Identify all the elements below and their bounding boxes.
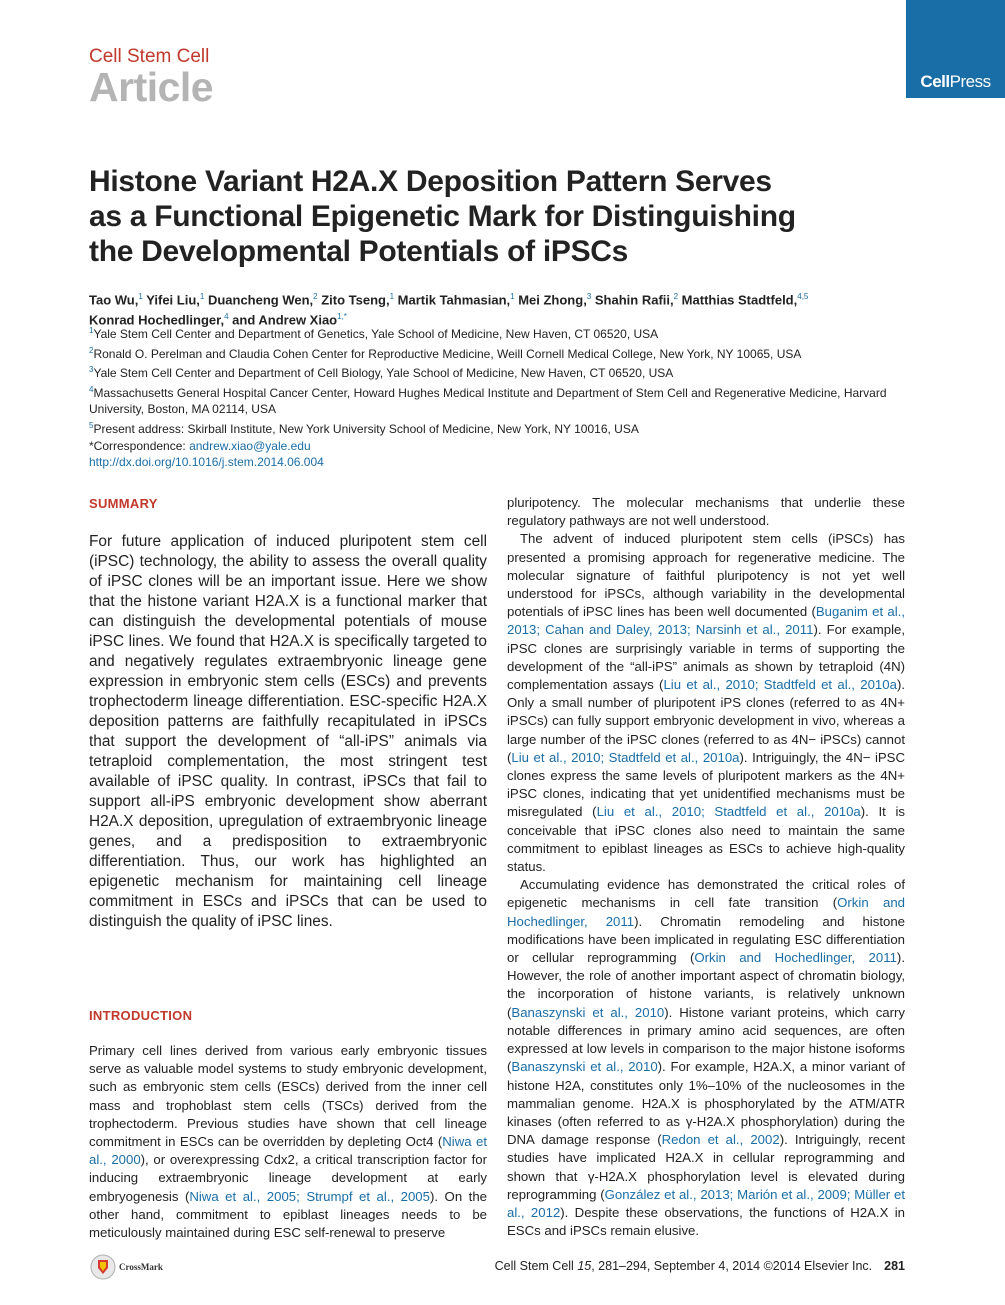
author-sup: 1 <box>199 292 205 301</box>
affiliation <box>89 323 909 343</box>
author-sup: 4,5 <box>797 292 809 301</box>
body-text: ). Despite these observations, the functions of H2A.X in ESCs and iPSCs remain elusive. <box>507 1204 905 1239</box>
author-sup: 1 <box>138 292 143 301</box>
citation-link[interactable]: Niwa et al., 2000 <box>89 1134 487 1168</box>
paragraph <box>89 1042 487 1242</box>
citation-link[interactable]: Liu et al., 2010; Stadtfeld et al., 2010a <box>663 677 897 693</box>
body-text: ). For example, iPSC clones are surprisingly variable in terms of supporting the development of the “all-iPS” animals as shown by tetraploid (4N) complementation assays ( <box>507 622 905 693</box>
affiliations <box>89 323 909 471</box>
crossmark-label: CrossMark <box>119 1262 163 1272</box>
affiliation <box>89 382 909 418</box>
affiliation-sup: 3 <box>89 365 94 375</box>
author: Martik Tahmasian, <box>394 292 511 308</box>
body-text: ), or overexpressing Cdx2, a critical transcription factor for inducing extraembryonic lineage development at early embryogenesis ( <box>89 1152 488 1204</box>
citation-link[interactable]: Orkin and Hochedlinger, 2011 <box>507 895 905 929</box>
author-sup: 1 <box>510 292 515 301</box>
paragraph: pluripotency. The molecular mechanisms that underlie these regulatory pathways are not well understood. <box>507 495 905 529</box>
right-column <box>507 494 905 1240</box>
introduction-text <box>89 1042 487 1242</box>
introduction-heading: INTRODUCTION <box>89 1008 193 1023</box>
affiliation-sup: 4 <box>89 384 94 394</box>
body-text: ). On the other hand, commitment to epiblast lineages needs to be meticulously maintained during ESC self-renewal to preserve <box>89 1188 488 1241</box>
author-sup: 2 <box>313 292 318 301</box>
title-line-3: the Developmental Potentials of iPSCs <box>89 235 629 268</box>
journal-name: Cell Stem Cell <box>89 46 210 67</box>
footer-citation: , 281–294, September 4, 2014 ©2014 Elsevier Inc. <box>591 1259 873 1273</box>
author: Mei Zhong, <box>514 292 587 308</box>
author: Konrad Hochedlinger, <box>89 312 225 328</box>
body-text: ). Only a small number of pluripotent iPS clones (referred to as 4N+ iPSCs) can fully support embryonic development in vivo, whereas a large number of the iPSC clones (referred to as 4N− iPSCs) cannot ( <box>507 677 905 765</box>
body-text: Accumulating evidence has demonstrated the critical roles of epigenetic mechanisms in cell fate transition ( <box>507 877 905 911</box>
affiliation-text: Massachusetts General Hospital Cancer Center, Howard Hughes Medical Institute and Department of Stem Cell and Regenerative Medicine, Harvard University, Boston, MA 02114, USA <box>89 385 887 417</box>
affiliation-sup: 1 <box>89 326 94 335</box>
affiliation-sup: 5 <box>89 420 94 430</box>
logo-rest: Press <box>949 72 991 91</box>
body-text: ). It is conceivable that iPSC clones also need to maintain the same commitment to epiblast lineages as ESCs to achieve high-quality status. <box>507 804 905 875</box>
citation-link[interactable]: Orkin and Hochedlinger, 2011 <box>694 950 897 966</box>
body-text: ). Intriguingly, the 4N− iPSC clones express the same levels of pluripotent markers as the 4N+ iPSC clones, indicating that yet unidentified mechanisms must be misregulated ( <box>507 749 905 820</box>
correspondence-email-link[interactable]: andrew.xiao@yale.edu <box>189 438 311 453</box>
citation-link[interactable]: Buganim et al., 2013; Cahan and Daley, 2013; Narsinh et al., 2011 <box>507 604 905 638</box>
publisher-logo-text <box>906 72 1005 92</box>
citation-link[interactable]: Liu et al., 2010; Stadtfeld et al., 2010a <box>511 749 740 765</box>
affiliation-text: Present address: Skirball Institute, New York University School of Medicine, New York, NY 10016, USA <box>93 421 639 436</box>
logo-bold: Cell <box>920 72 950 91</box>
body-text: ). Chromatin remodeling and histone modifications have been implicated in regulating ESC differentiation or cellular reprogramming ( <box>507 913 906 966</box>
citation-link[interactable]: Niwa et al., 2005; Strumpf et al., 2005 <box>189 1188 430 1204</box>
body-text: ). Intriguingly, recent studies have implicated H2A.X in cellular reprogramming and shown that γ-H2A.X phosphorylation level is elevated during reprogramming ( <box>507 1132 906 1202</box>
citation-link[interactable]: Banaszynski et al., 2010 <box>511 1004 665 1020</box>
paragraph <box>507 530 905 876</box>
article-title <box>89 164 889 269</box>
author: Zito Tseng, <box>317 292 390 308</box>
affiliation-text: Ronald O. Perelman and Claudia Cohen Center for Reproductive Medicine, Weill Cornell Medical College, New York, NY 10065, USA <box>93 346 802 361</box>
affiliation-sup: 2 <box>89 345 94 355</box>
title-line-1: Histone Variant H2A.X Deposition Pattern Serves <box>89 165 772 198</box>
author: and Andrew Xiao <box>228 312 338 328</box>
affiliation <box>89 418 909 438</box>
correspondence <box>89 438 909 455</box>
citation-link[interactable]: Redon et al., 2002 <box>661 1132 780 1148</box>
affiliation-text: Yale Stem Cell Center and Department of Cell Biology, Yale School of Medicine, New Haven, CT 06520, USA <box>93 366 674 381</box>
citation-link[interactable]: Banaszynski et al., 2010 <box>511 1059 658 1075</box>
correspondence-label: *Correspondence: <box>89 438 190 453</box>
footer-volume: 15 <box>577 1259 592 1273</box>
footer-journal: Cell Stem Cell <box>494 1259 578 1273</box>
author-sup: 3 <box>586 292 592 301</box>
title-line-2: as a Functional Epigenetic Mark for Distinguishing <box>89 200 796 233</box>
author-sup: 1,* <box>337 312 347 322</box>
affiliation <box>89 362 909 382</box>
author: Shahin Rafii, <box>591 292 674 308</box>
author: Duancheng Wen, <box>204 292 314 308</box>
summary-text: For future application of induced pluripotent stem cell (iPSC) technology, the ability to assess the overall quality of iPSC clones will be an important issue. Here we show that the histone variant H2A.X is a functional marker that can distinguish the developmental potentials of mouse iPSC lines. We found that H2A.X is specifically targeted to and negatively regulates extraembryonic lineage gene expression in embryonic stem cells (ESCs) and prevents trophectoderm lineage differentiation. ESC-specific H2A.X deposition patterns are faithfully recapitulated in iPSCs that support the development of “all-iPS” animals via tetraploid complementation, the most stringent test available of iPSC quality. In contrast, iPSCs that fail to support all-iPS embryonic development show aberrant H2A.X deposition, upregulation of extraembryonic lineage genes, and a predisposition to extraembryonic differentiation. Thus, our work has highlighted an epigenetic mechanism for maintaining cell lineage commitment in ESCs and iPSCs that can be used to distinguish the quality of iPSC lines. <box>89 533 487 930</box>
article-type: Article <box>89 64 214 110</box>
author-sup: 1 <box>389 292 395 301</box>
paragraph <box>507 876 905 1240</box>
body-text: ). For example, H2A.X, a minor variant of histone H2A, constitutes only 1%–10% of the nucleosomes in the mammalian genome. H2A.X is phosphorylated by the ATM/ATR kinases (often referred to as γ-H2A.X phosphorylation) during the DNA damage response ( <box>507 1059 905 1148</box>
author: Matthias Stadtfeld, <box>678 292 798 308</box>
affiliation <box>89 343 909 363</box>
summary-heading: SUMMARY <box>89 496 158 511</box>
body-text: Primary cell lines derived from various early embryonic tissues serve as valuable model systems to study embryonic development, such as embryonic stem cells (ESCs) derived from the inner cell mass and trophoblast stem cells (TSCs) derived from the trophectoderm. Previous studies have shown that cell lineage commitment in ESCs can be overridden by depleting Oct4 ( <box>89 1043 487 1150</box>
doi-link[interactable]: http://dx.doi.org/10.1016/j.stem.2014.06.004 <box>89 455 324 470</box>
author-sup: 2 <box>673 292 679 301</box>
page-footer <box>450 1259 905 1273</box>
affiliation-text: Yale Stem Cell Center and Department of Genetics, Yale School of Medicine, New Haven, CT 06520, USA <box>93 327 659 341</box>
author: Tao Wu, <box>89 292 139 308</box>
author: Yifei Liu, <box>142 292 200 308</box>
citation-link[interactable]: Liu et al., 2010; Stadtfeld et al., 2010a <box>596 804 861 820</box>
author-sup: 4 <box>224 312 229 322</box>
body-text: ). Histone variant proteins, which carry notable differences in primary amino acid sequences, are often expressed at low levels in comparison to the major histone isoforms ( <box>507 1004 905 1075</box>
page-number: 281 <box>884 1259 905 1273</box>
body-text: ). However, the role of another important aspect of chromatin biology, the incorporation of histone variants, is relatively unknown ( <box>507 950 905 1020</box>
body-text: The advent of induced pluripotent stem cells (iPSCs) has presented a promising approach for regenerative medicine. The molecular signature of faithful pluripotency is not yet well understood for iPSCs, although variability in the developmental potentials of iPSC lines has been well documented ( <box>507 531 905 620</box>
citation-link[interactable]: González et al., 2013; Marión et al., 2009; Müller et al., 2012 <box>507 1186 905 1220</box>
